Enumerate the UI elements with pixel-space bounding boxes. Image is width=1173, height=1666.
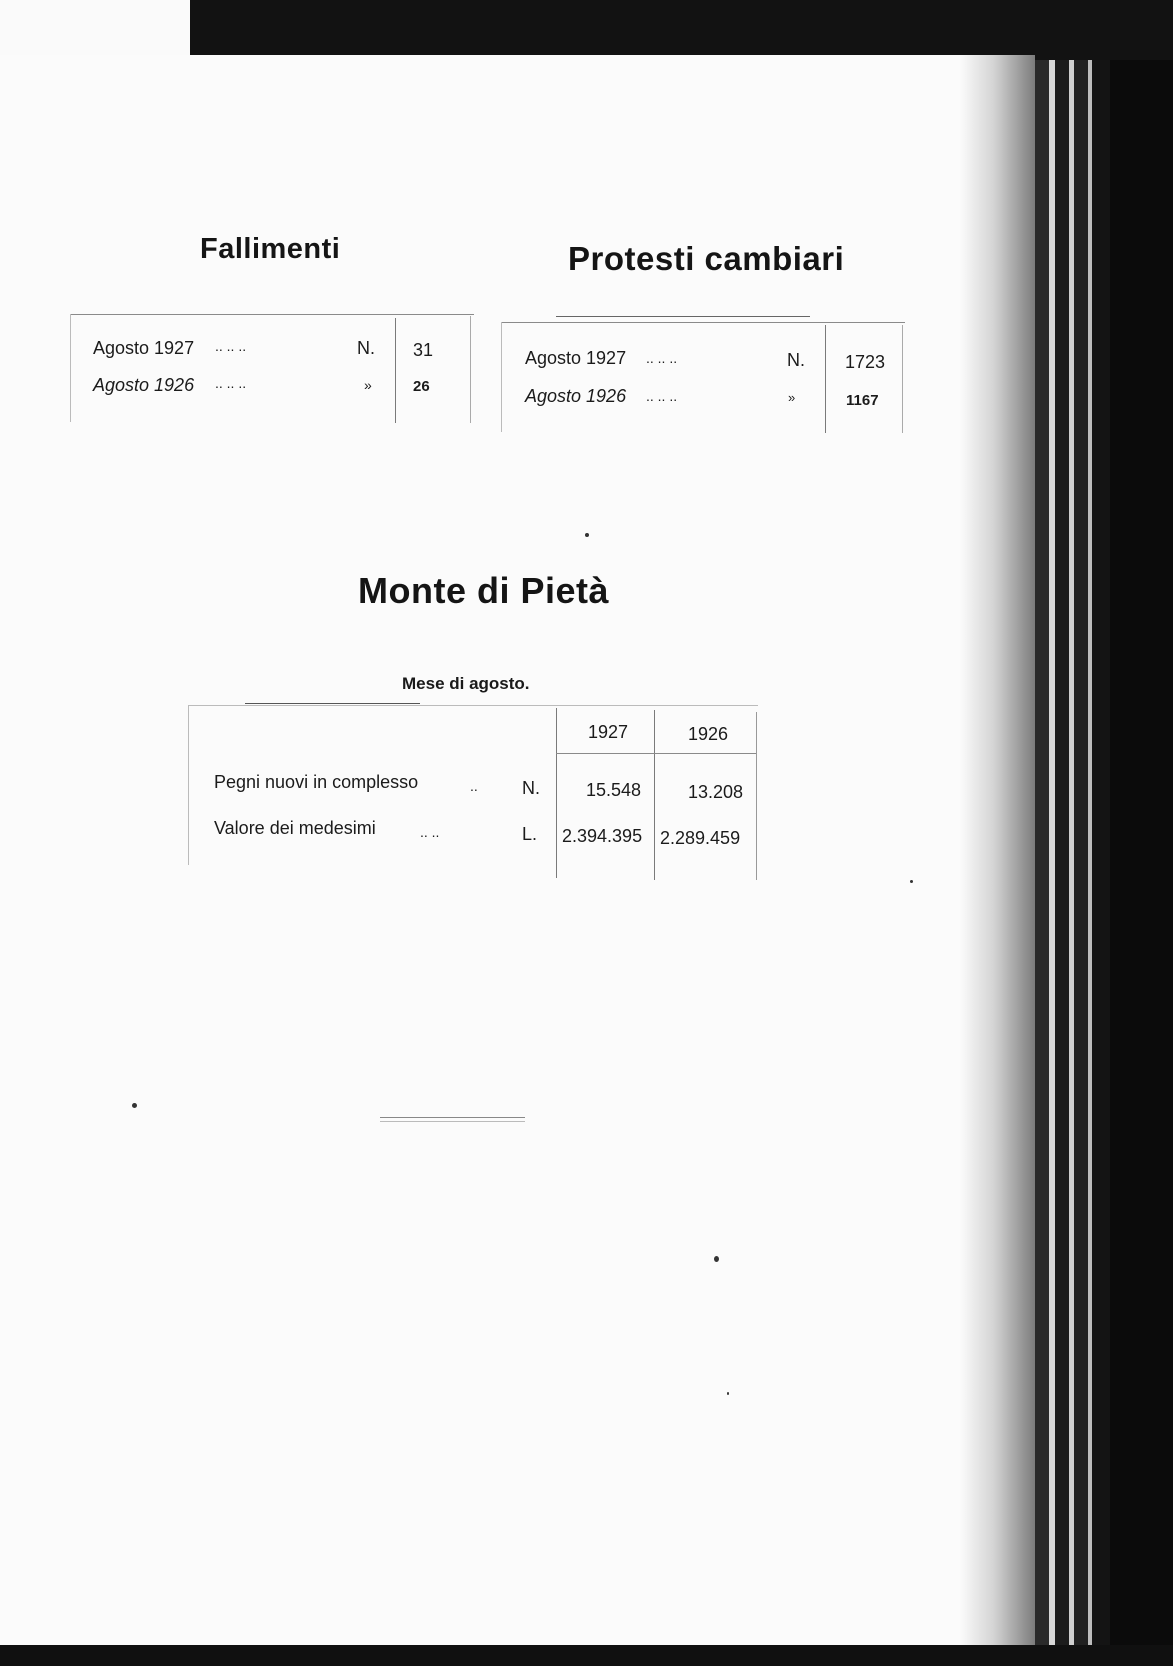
binding-edge [1110, 60, 1173, 1660]
monte-row-leader: .. [470, 778, 478, 794]
binding-edge [1035, 60, 1049, 1660]
fallimenti-row-period: Agosto 1926 [93, 375, 195, 395]
protesti-row-leader: .. .. .. [646, 350, 678, 366]
protesti-row-period: Agosto 1927 [525, 348, 627, 368]
protesti-row-value: 1167 [846, 392, 879, 409]
monte-row-label: Valore dei medesimi [214, 818, 376, 838]
protesti-row-unit: » [788, 390, 796, 405]
protesti-row-leader: .. .. .. [646, 388, 678, 404]
fallimenti-row-period: Agosto 1927 [93, 338, 195, 358]
monte-row-value-1926: 13.208 [688, 782, 744, 802]
monte-col-header-1927: 1927 [588, 722, 629, 742]
stray-rule [380, 1121, 525, 1122]
fallimenti-row-unit: » [364, 377, 372, 393]
binding-edge [1055, 60, 1069, 1660]
stray-rule [380, 1117, 525, 1118]
protesti-title: Protesti cambiari [568, 240, 845, 277]
monte-row-value-1927: 2.394.395 [562, 826, 643, 846]
monte-subtitle: Mese di agosto. [402, 674, 530, 693]
speck [132, 1103, 137, 1108]
page-curl-shadow [960, 55, 1035, 1645]
speck [910, 880, 913, 883]
paper-sheet [0, 55, 1035, 1645]
scan-corner [0, 0, 190, 55]
monte-row-unit: L. [522, 824, 538, 844]
protesti-row-unit: N. [787, 350, 805, 370]
fallimenti-row-value: 31 [413, 340, 434, 360]
speck [585, 533, 589, 537]
binding-edge [1074, 60, 1088, 1660]
fallimenti-row-leader: .. .. .. [215, 338, 247, 354]
monte-title: Monte di Pietà [358, 570, 610, 611]
fallimenti-title: Fallimenti [200, 233, 341, 265]
monte-row-value-1926: 2.289.459 [660, 828, 741, 848]
fallimenti-row-value: 26 [413, 378, 430, 395]
protesti-row-value: 1723 [845, 352, 886, 372]
fallimenti-row-unit: N. [357, 338, 375, 358]
monte-row-unit: N. [522, 778, 540, 798]
fallimenti-row-leader: .. .. .. [215, 375, 247, 391]
protesti-row-period: Agosto 1926 [525, 386, 627, 406]
monte-row-value-1927: 15.548 [586, 780, 642, 800]
speck [714, 1256, 719, 1262]
scan-bottom-edge [0, 1645, 1173, 1666]
speck [727, 1392, 729, 1395]
monte-row-label: Pegni nuovi in complesso [214, 772, 419, 792]
monte-row-leader: .. .. [420, 824, 440, 840]
monte-col-header-1926: 1926 [688, 724, 729, 744]
binding-edge [1092, 60, 1110, 1660]
